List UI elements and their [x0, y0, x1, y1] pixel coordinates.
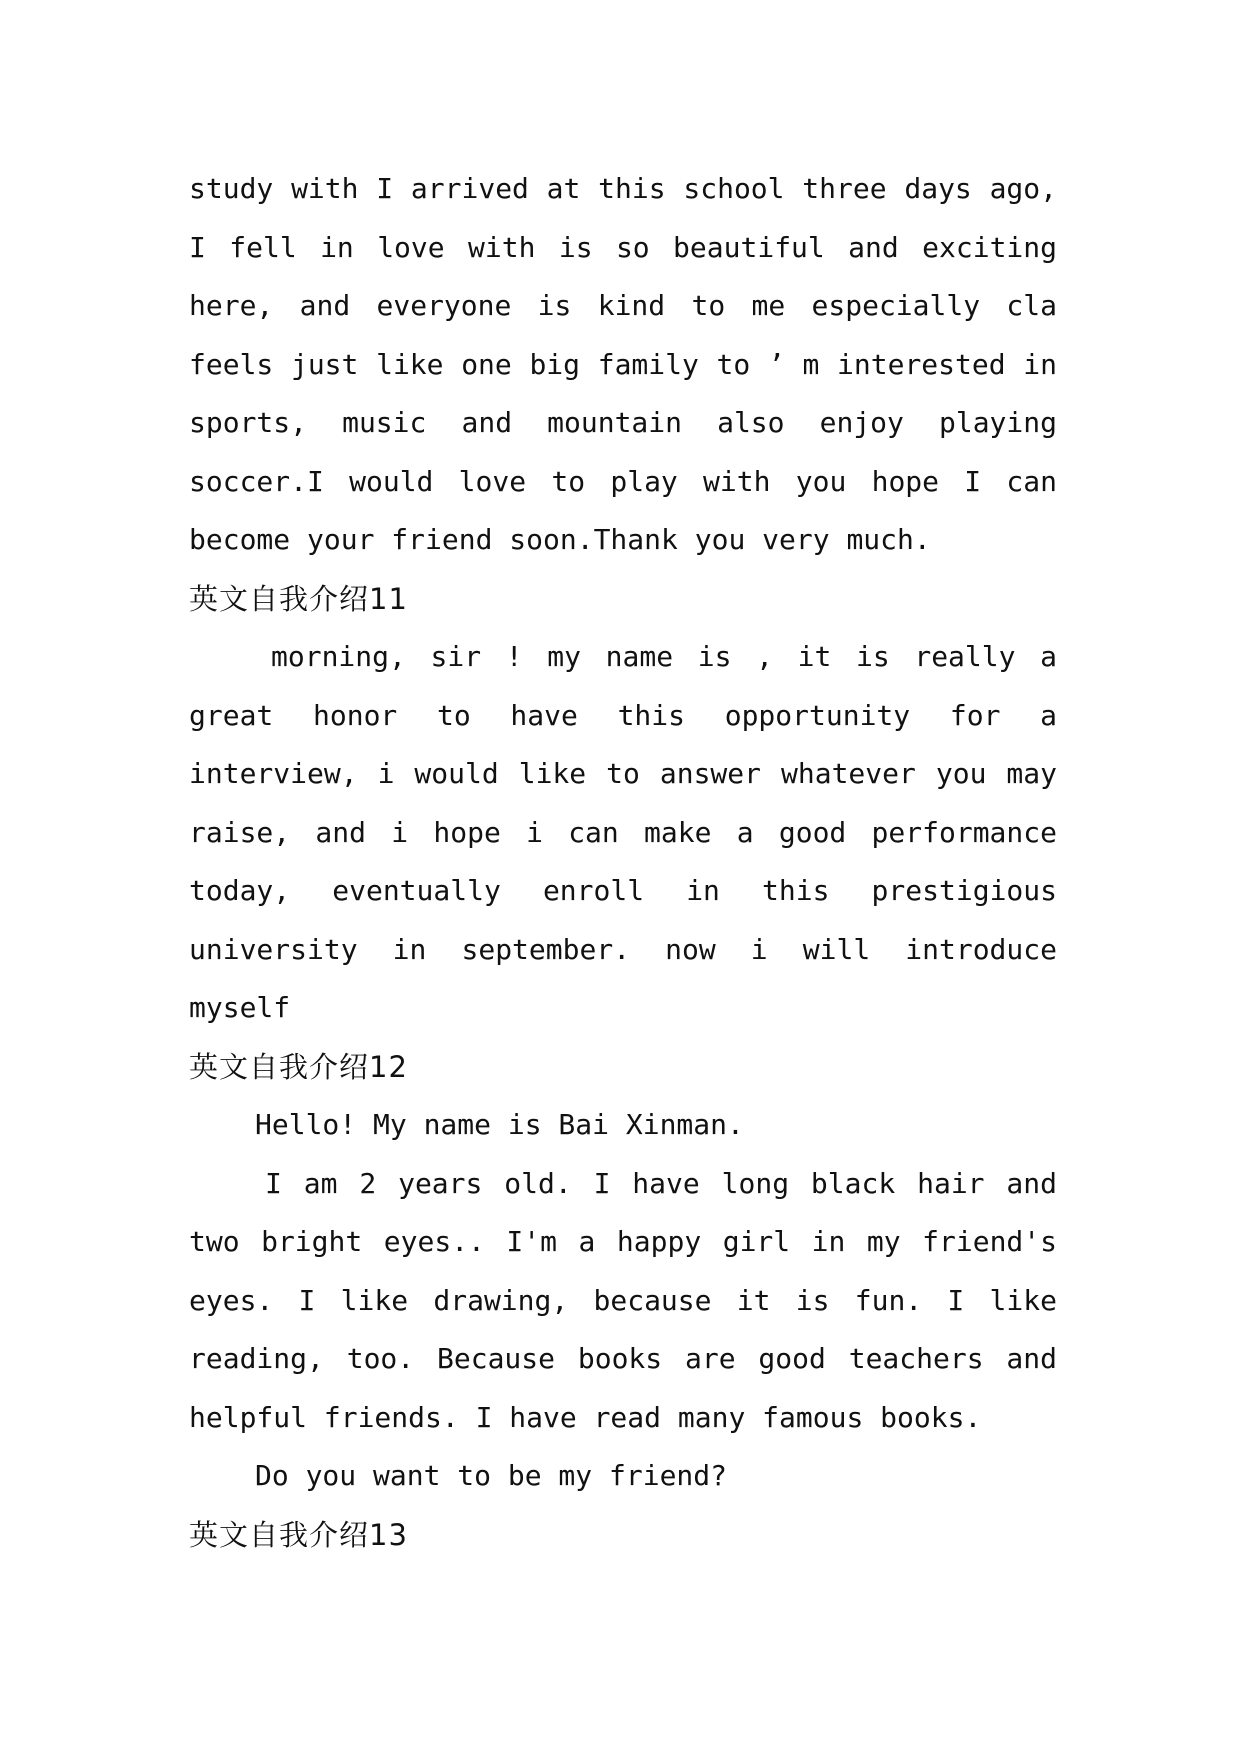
paragraph-greeting: Hello! My name is Bai Xinman.	[255, 1108, 744, 1141]
document-body	[189, 160, 1057, 1564]
paragraph-about-me: I am 2 years old. I have long black hair and two bright eyes.. I'm a happy girl in my friend's eyes. I like drawing, because it is fun. I like reading, too. Because books are good teachers and helpful friends. I have read many famous books.	[189, 1166, 1057, 1434]
section-heading-11: 英文自我介绍11	[189, 581, 408, 616]
section-heading-12: 英文自我介绍12	[189, 1049, 408, 1084]
paragraph-question: Do you want to be my friend?	[255, 1459, 728, 1492]
paragraph-interview: morning, sir ! my name is , it is really a great honor to have this opportunity for a interview, i would like to answer whatever you may raise, and i hope i can make a good performance today, eventually enroll in this prestigious university in september. now i will introduce myself	[189, 640, 1057, 1024]
section-heading-13: 英文自我介绍13	[189, 1517, 408, 1552]
paragraph-continued: study with I arrived at this school three days ago, I fell in love with is so beautiful and exciting here, and everyone is kind to me especially cla feels just like one big family to ’ m interested in sports, music and mountain also enjoy playing soccer.I would love to play with you hope I can become your friend soon.Thank you very much.	[189, 172, 1057, 556]
